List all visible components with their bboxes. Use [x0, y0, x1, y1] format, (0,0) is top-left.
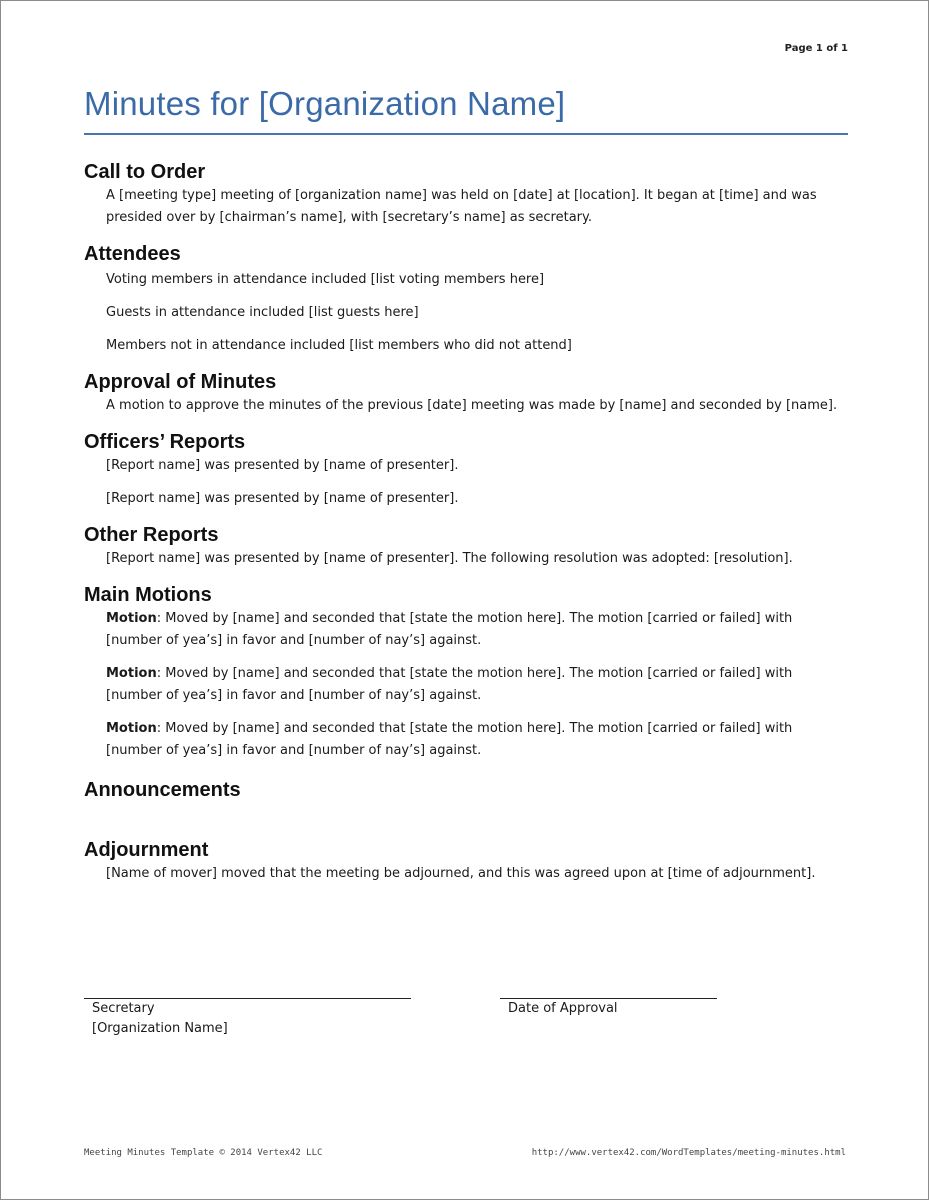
footer-url[interactable]: http://www.vertex42.com/WordTemplates/meeting-minutes.html	[531, 1148, 846, 1158]
section-text: A [meeting type] meeting of [organization name] was held on [date] at [location]. It began at [time] and was presided over by [chairman’s name], with [secretary’s name] as secretary.	[106, 188, 817, 225]
section-heading: Call to Order	[84, 161, 206, 183]
motion-label: Motion	[106, 721, 157, 736]
organization-name: [Organization Name]	[92, 1021, 228, 1036]
section-attendees	[84, 243, 848, 357]
motion-label: Motion	[106, 666, 157, 681]
section-officers	[84, 431, 848, 510]
section-heading: Main Motions	[84, 584, 212, 606]
attendee-line: Voting members in attendance included [list voting members here]	[106, 272, 545, 287]
document-title: Minutes for [Organization Name]	[84, 85, 566, 122]
motion-label: Motion	[106, 611, 157, 626]
footer-copyright: Meeting Minutes Template © 2014 Vertex42 LLC	[84, 1148, 323, 1158]
section-heading: Announcements	[84, 779, 241, 801]
section-approval	[84, 371, 848, 417]
attendee-line: Members not in attendance included [list members who did not attend]	[106, 338, 572, 353]
attendee-line: Guests in attendance included [list guests here]	[106, 305, 419, 320]
section-announcements	[84, 779, 848, 801]
section-other-reports	[84, 524, 848, 570]
motion-item	[106, 718, 848, 762]
report-line: [Report name] was presented by [name of presenter].	[106, 458, 459, 473]
section-text: [Name of mover] moved that the meeting be adjourned, and this was agreed upon at [time of adjournment].	[106, 866, 816, 881]
section-heading: Adjournment	[84, 839, 209, 861]
section-call-to-order	[84, 161, 848, 229]
motion-item	[106, 608, 848, 652]
section-main-motions	[84, 584, 848, 762]
motion-text: : Moved by [name] and seconded that [state the motion here]. The motion [carried or failed] with [number of yea’s] in favor and [number of nay’s] against.	[106, 666, 793, 703]
report-line: [Report name] was presented by [name of presenter].	[106, 491, 459, 506]
page-number: Page 1 of 1	[784, 43, 848, 54]
motion-text: : Moved by [name] and seconded that [state the motion here]. The motion [carried or failed] with [number of yea’s] in favor and [number of nay’s] against.	[106, 721, 793, 758]
secretary-role: Secretary	[92, 1001, 155, 1016]
motion-item	[106, 663, 848, 707]
approval-date-label: Date of Approval	[508, 1001, 618, 1016]
motion-text: : Moved by [name] and seconded that [state the motion here]. The motion [carried or failed] with [number of yea’s] in favor and [number of nay’s] against.	[106, 611, 793, 648]
section-adjournment	[84, 839, 848, 885]
section-text: [Report name] was presented by [name of presenter]. The following resolution was adopted: [resolution].	[106, 551, 793, 566]
section-heading: Attendees	[84, 243, 181, 265]
section-heading: Officers’ Reports	[84, 431, 246, 453]
minutes-body	[84, 161, 848, 885]
section-heading: Approval of Minutes	[84, 371, 277, 393]
secretary-label	[92, 999, 228, 1039]
section-text: A motion to approve the minutes of the previous [date] meeting was made by [name] and seconded by [name].	[106, 398, 838, 413]
title-rule	[84, 133, 848, 135]
section-heading: Other Reports	[84, 524, 219, 546]
